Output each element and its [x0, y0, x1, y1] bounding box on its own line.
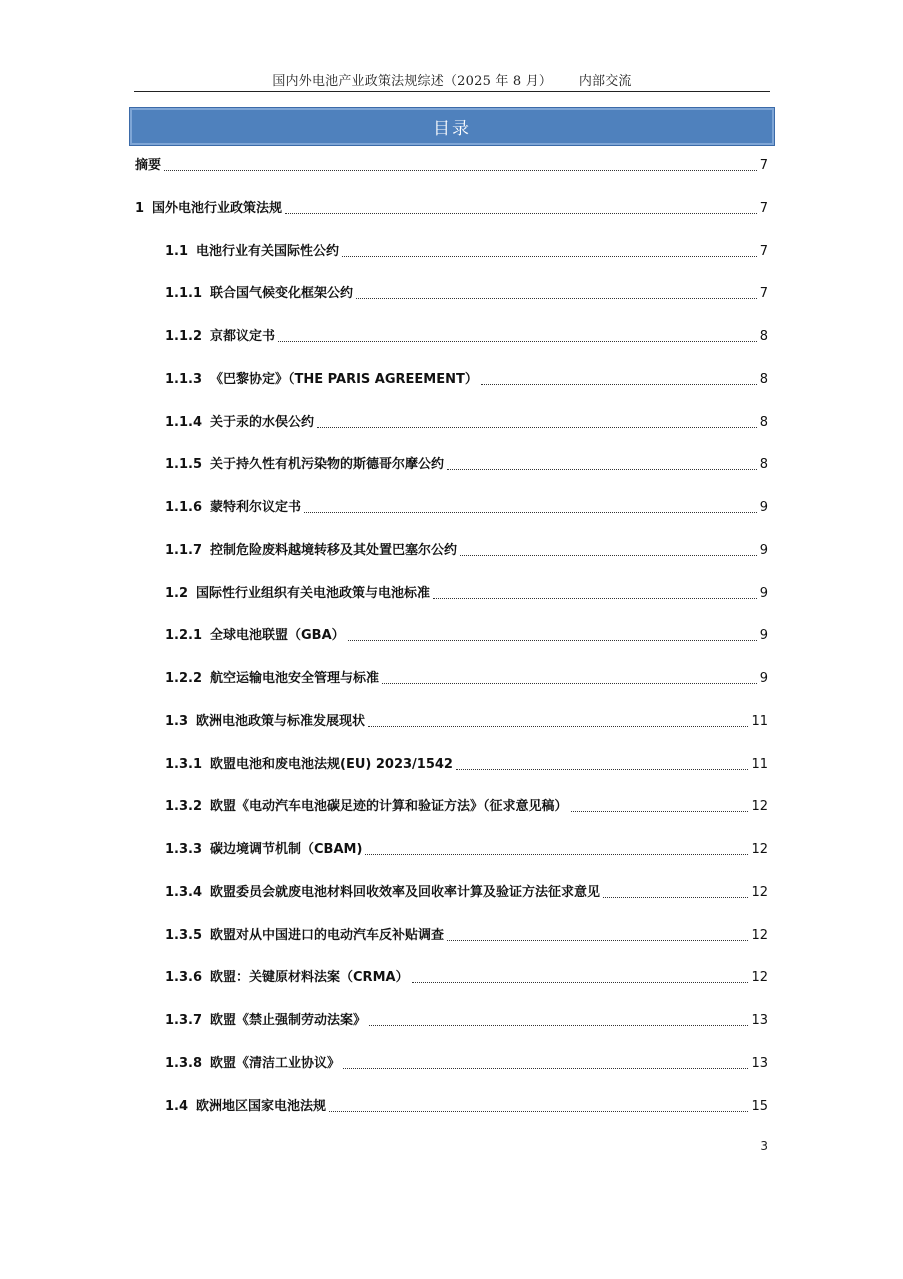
- toc-entry[interactable]: [135, 200, 768, 218]
- toc-entry-title: 国外电池行业政策法规: [152, 200, 283, 216]
- header-note: 内部交流: [578, 74, 632, 89]
- toc-entry-title: 联合国气候变化框架公约: [210, 286, 354, 302]
- toc-entry[interactable]: [135, 157, 768, 175]
- toc-entry-title: 欧盟《清洁工业协议》: [210, 1055, 341, 1071]
- toc-entry[interactable]: [165, 670, 768, 688]
- dot-leader: [382, 682, 757, 684]
- toc-entry-number: 1.4: [165, 1098, 189, 1114]
- header-title: 国内外电池产业政策法规综述（2025 年 8 月）: [272, 74, 553, 89]
- toc-entry-page: 12: [751, 884, 768, 900]
- page-number: 3: [760, 1139, 768, 1153]
- dot-leader: [342, 255, 757, 257]
- dot-leader: [447, 939, 748, 941]
- toc-entry-number: 1: [135, 200, 145, 216]
- dot-leader: [369, 1024, 748, 1026]
- toc-entry-title: 《巴黎协定》（THE PARIS AGREEMENT）: [210, 371, 478, 387]
- toc-heading: 目录: [129, 107, 775, 146]
- dot-leader: [285, 212, 757, 214]
- toc-entry[interactable]: [165, 798, 768, 816]
- toc-entry-number: 1.2.1: [165, 628, 203, 644]
- dot-leader: [412, 981, 749, 983]
- toc-entry-number: 1.1.5: [165, 457, 203, 473]
- dot-leader: [460, 554, 757, 556]
- toc-entry-page: 13: [751, 1055, 768, 1071]
- toc-entry[interactable]: [165, 328, 768, 346]
- toc-entry-page: 7: [759, 243, 768, 259]
- toc-entry-page: 12: [751, 842, 768, 857]
- dot-leader: [348, 639, 757, 641]
- dot-leader: [317, 426, 757, 428]
- toc-entry-number: 1.3: [165, 713, 189, 729]
- toc-entry-title: 欧盟对从中国进口的电动汽车反补贴调查: [210, 927, 445, 943]
- toc-entry[interactable]: [165, 884, 768, 902]
- dot-leader: [368, 725, 748, 727]
- toc-entry-page: 7: [759, 286, 768, 302]
- dot-leader: [433, 597, 757, 599]
- toc-entry-page: 11: [751, 756, 768, 772]
- toc-entry-page: 8: [759, 414, 768, 430]
- toc-entry-page: 9: [759, 628, 768, 644]
- toc-entry-page: 9: [759, 585, 768, 601]
- toc-entry[interactable]: [165, 627, 768, 645]
- toc-entry-page: 13: [751, 1013, 768, 1028]
- toc-entry-title: 欧洲地区国家电池法规: [196, 1098, 327, 1114]
- toc-entry-number: 1.3.2: [165, 799, 203, 815]
- toc-entry-number: 1.3.1: [165, 756, 203, 772]
- header-rule: [134, 91, 770, 92]
- toc-entry-number: 1.1.3: [165, 371, 203, 387]
- dot-leader: [447, 468, 757, 470]
- dot-leader: [365, 853, 748, 855]
- toc-entry-page: 8: [759, 371, 768, 387]
- toc-entry-page: 11: [751, 713, 768, 729]
- toc-entry-number: 1.3.4: [165, 884, 203, 900]
- toc-entry-title: 全球电池联盟（GBA）: [210, 628, 345, 644]
- toc-entry-title: 欧盟：关键原材料法案（CRMA）: [210, 970, 409, 986]
- toc-entry-title: 摘要: [135, 158, 162, 173]
- toc-entry[interactable]: [165, 499, 768, 517]
- toc-entry[interactable]: [165, 1098, 768, 1116]
- toc-entry-title: 控制危险废料越境转移及其处置巴塞尔公约: [210, 542, 458, 558]
- toc-entry-title: 蒙特利尔议定书: [210, 500, 302, 515]
- toc-entry-page: 15: [751, 1098, 768, 1114]
- toc-entry-page: 8: [759, 329, 768, 344]
- toc-entry-title: 欧盟《电动汽车电池碳足迹的计算和验证方法》（征求意见稿）: [210, 799, 568, 815]
- toc-entry-page: 7: [759, 200, 768, 216]
- toc-entry[interactable]: [165, 456, 768, 474]
- toc-entry-number: 1.1: [165, 243, 189, 259]
- toc-entry[interactable]: [165, 243, 768, 261]
- toc-entry-title: 国际性行业组织有关电池政策与电池标准: [196, 585, 431, 601]
- toc-entry-number: 1.2.2: [165, 671, 203, 686]
- dot-leader: [164, 169, 757, 171]
- toc-entry-title: 欧盟委员会就废电池材料回收效率及回收率计算及验证方法征求意见: [210, 884, 601, 900]
- toc-entry-number: 1.1.1: [165, 286, 203, 302]
- toc-entry[interactable]: [165, 1055, 768, 1073]
- dot-leader: [278, 340, 757, 342]
- toc-entry-number: 1.1.2: [165, 329, 203, 344]
- dot-leader: [456, 768, 748, 770]
- toc-entry-title: 欧洲电池政策与标准发展现状: [196, 713, 366, 729]
- toc-entry-title: 碳边境调节机制（CBAM): [210, 842, 363, 857]
- toc-entry-title: 欧盟电池和废电池法规(EU) 2023/1542: [210, 756, 453, 772]
- toc-entry-page: 12: [751, 927, 768, 943]
- toc-entry-number: 1.3.6: [165, 970, 203, 986]
- toc-entry-page: 8: [759, 457, 768, 473]
- toc-entry-page: 12: [751, 970, 768, 986]
- dot-leader: [481, 383, 757, 385]
- toc-entry[interactable]: [165, 841, 768, 859]
- toc-entry-number: 1.1.7: [165, 542, 203, 558]
- toc-entry-number: 1.1.6: [165, 500, 203, 515]
- toc-entry-page: 9: [759, 542, 768, 558]
- toc-entry-title: 欧盟《禁止强制劳动法案》: [210, 1013, 367, 1028]
- toc-entry-title: 航空运输电池安全管理与标准: [210, 671, 380, 686]
- dot-leader: [329, 1110, 748, 1112]
- running-header: [134, 70, 770, 89]
- toc-entry[interactable]: [165, 285, 768, 303]
- toc-entry-number: 1.3.8: [165, 1055, 203, 1071]
- toc-entry-number: 1.3.7: [165, 1013, 203, 1028]
- toc-entry[interactable]: [165, 542, 768, 560]
- toc-entry[interactable]: [165, 969, 768, 987]
- dot-leader: [603, 896, 748, 898]
- toc-entry[interactable]: [165, 927, 768, 945]
- dot-leader: [571, 810, 749, 812]
- toc-entry-page: 7: [759, 158, 768, 173]
- toc-entry[interactable]: [165, 414, 768, 432]
- dot-leader: [343, 1067, 748, 1069]
- toc-entry-number: 1.3.5: [165, 927, 203, 943]
- toc-entry[interactable]: [165, 585, 768, 603]
- toc-entry-number: 1.3.3: [165, 842, 203, 857]
- toc-entry-page: 9: [759, 671, 768, 686]
- toc-entry[interactable]: [165, 713, 768, 731]
- toc-entry-title: 京都议定书: [210, 329, 276, 344]
- toc-entry-title: 电池行业有关国际性公约: [196, 243, 340, 259]
- toc-entry-number: 1.2: [165, 585, 189, 601]
- toc-entry[interactable]: [165, 1012, 768, 1030]
- toc-entry-page: 12: [751, 799, 768, 815]
- toc-entry-title: 关于汞的水俣公约: [210, 414, 315, 430]
- toc-entry-title: 关于持久性有机污染物的斯德哥尔摩公约: [210, 457, 445, 473]
- toc-entry-number: 1.1.4: [165, 414, 203, 430]
- dot-leader: [356, 297, 757, 299]
- toc-entry[interactable]: [165, 756, 768, 774]
- dot-leader: [304, 511, 757, 513]
- toc-entry-page: 9: [759, 500, 768, 515]
- toc-entry[interactable]: [165, 371, 768, 389]
